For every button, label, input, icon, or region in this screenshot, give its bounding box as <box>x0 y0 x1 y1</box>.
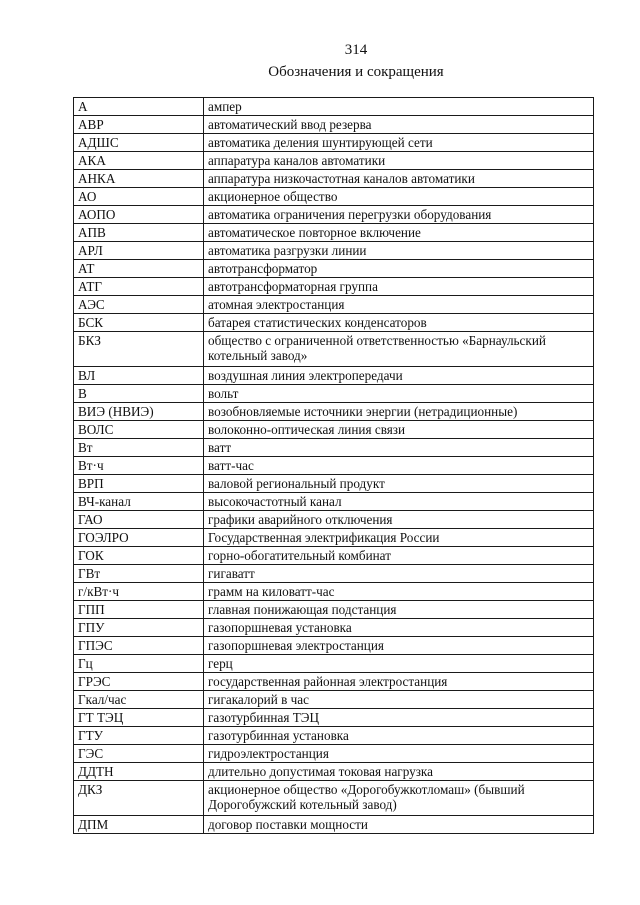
meaning-cell: автотрансформаторная группа <box>204 278 594 296</box>
table-row <box>74 727 594 745</box>
abbreviation-cell: ГАО <box>74 511 204 529</box>
abbreviation-cell: ДПМ <box>74 816 204 834</box>
abbreviation-cell: ГПЭС <box>74 637 204 655</box>
abbreviations-table-body <box>74 98 594 834</box>
table-row <box>74 134 594 152</box>
table-row <box>74 457 594 475</box>
abbreviation-cell: ГТУ <box>74 727 204 745</box>
meaning-cell: высокочастотный канал <box>204 493 594 511</box>
abbreviation-cell: ГВт <box>74 565 204 583</box>
table-row <box>74 781 594 816</box>
abbreviation-cell: АЭС <box>74 296 204 314</box>
table-row <box>74 224 594 242</box>
abbreviation-cell: Вт <box>74 439 204 457</box>
table-row <box>74 385 594 403</box>
meaning-cell: ватт <box>204 439 594 457</box>
abbreviation-cell: ГОК <box>74 547 204 565</box>
meaning-cell: аппаратура низкочастотная каналов автоматики <box>204 170 594 188</box>
meaning-cell: акционерное общество «Дорогобужкотломаш» (бывший Дорогобужский котельный завод) <box>204 781 594 816</box>
meaning-cell: общество с ограниченной ответственностью «Барнаульский котельный завод» <box>204 332 594 367</box>
meaning-cell: газотурбинная ТЭЦ <box>204 709 594 727</box>
meaning-cell: атомная электростанция <box>204 296 594 314</box>
meaning-cell: гигакалорий в час <box>204 691 594 709</box>
meaning-cell: гидроэлектростанция <box>204 745 594 763</box>
abbreviation-cell: Гкал/час <box>74 691 204 709</box>
meaning-cell: автоматика деления шунтирующей сети <box>204 134 594 152</box>
page-title: Обозначения и сокращения <box>268 64 444 80</box>
meaning-cell: газопоршневая установка <box>204 619 594 637</box>
meaning-cell: автоматика разгрузки линии <box>204 242 594 260</box>
table-row <box>74 439 594 457</box>
table-row <box>74 188 594 206</box>
table-row <box>74 709 594 727</box>
abbreviation-cell: ГОЭЛРО <box>74 529 204 547</box>
meaning-cell: ампер <box>204 98 594 116</box>
abbreviation-cell: БКЗ <box>74 332 204 367</box>
abbreviation-cell: ДДТН <box>74 763 204 781</box>
table-row <box>74 170 594 188</box>
table-row <box>74 152 594 170</box>
table-row <box>74 332 594 367</box>
abbreviation-cell: г/кВт·ч <box>74 583 204 601</box>
meaning-cell: газопоршневая электростанция <box>204 637 594 655</box>
meaning-cell: воздушная линия электропередачи <box>204 367 594 385</box>
table-row <box>74 296 594 314</box>
table-row <box>74 475 594 493</box>
meaning-cell: графики аварийного отключения <box>204 511 594 529</box>
meaning-cell: договор поставки мощности <box>204 816 594 834</box>
table-row <box>74 242 594 260</box>
meaning-cell: главная понижающая подстанция <box>204 601 594 619</box>
table-row <box>74 745 594 763</box>
meaning-cell: автоматика ограничения перегрузки оборудования <box>204 206 594 224</box>
table-row <box>74 529 594 547</box>
table-row <box>74 691 594 709</box>
abbreviation-cell: Вт·ч <box>74 457 204 475</box>
abbreviation-cell: АДШС <box>74 134 204 152</box>
meaning-cell: автоматический ввод резерва <box>204 116 594 134</box>
abbreviation-cell: ГРЭС <box>74 673 204 691</box>
table-row <box>74 314 594 332</box>
abbreviation-cell: Гц <box>74 655 204 673</box>
table-row <box>74 763 594 781</box>
table-row <box>74 601 594 619</box>
table-row <box>74 367 594 385</box>
table-row <box>74 403 594 421</box>
abbreviation-cell: АНКА <box>74 170 204 188</box>
table-row <box>74 260 594 278</box>
table-row <box>74 619 594 637</box>
abbreviation-cell: ГЭС <box>74 745 204 763</box>
abbreviation-cell: АКА <box>74 152 204 170</box>
meaning-cell: газотурбинная установка <box>204 727 594 745</box>
meaning-cell: ватт-час <box>204 457 594 475</box>
meaning-cell: валовой региональный продукт <box>204 475 594 493</box>
abbreviations-table <box>73 97 594 834</box>
table-row <box>74 673 594 691</box>
abbreviation-cell: АОПО <box>74 206 204 224</box>
page-number: 314 <box>344 42 368 58</box>
table-row <box>74 421 594 439</box>
meaning-cell: вольт <box>204 385 594 403</box>
abbreviation-cell: БСК <box>74 314 204 332</box>
abbreviation-cell: ВЛ <box>74 367 204 385</box>
table-row <box>74 206 594 224</box>
table-row <box>74 583 594 601</box>
abbreviation-cell: ГПП <box>74 601 204 619</box>
meaning-cell: аппаратура каналов автоматики <box>204 152 594 170</box>
table-row <box>74 637 594 655</box>
meaning-cell: гигаватт <box>204 565 594 583</box>
abbreviation-cell: ГТ ТЭЦ <box>74 709 204 727</box>
abbreviation-cell: А <box>74 98 204 116</box>
abbreviation-cell: АРЛ <box>74 242 204 260</box>
abbreviation-cell: ГПУ <box>74 619 204 637</box>
meaning-cell: акционерное общество <box>204 188 594 206</box>
table-row <box>74 655 594 673</box>
meaning-cell: грамм на киловатт-час <box>204 583 594 601</box>
abbreviation-cell: ВИЭ (НВИЭ) <box>74 403 204 421</box>
meaning-cell: горно-обогатительный комбинат <box>204 547 594 565</box>
abbreviation-cell: В <box>74 385 204 403</box>
abbreviation-cell: АВР <box>74 116 204 134</box>
table-row <box>74 98 594 116</box>
table-row <box>74 511 594 529</box>
meaning-cell: батарея статистических конденсаторов <box>204 314 594 332</box>
abbreviation-cell: АО <box>74 188 204 206</box>
meaning-cell: государственная районная электростанция <box>204 673 594 691</box>
meaning-cell: Государственная электрификация России <box>204 529 594 547</box>
abbreviation-cell: ВРП <box>74 475 204 493</box>
abbreviation-cell: ВОЛС <box>74 421 204 439</box>
table-row <box>74 816 594 834</box>
table-row <box>74 547 594 565</box>
abbreviation-cell: ВЧ-канал <box>74 493 204 511</box>
abbreviation-cell: АПВ <box>74 224 204 242</box>
table-row <box>74 116 594 134</box>
meaning-cell: возобновляемые источники энергии (нетрадиционные) <box>204 403 594 421</box>
abbreviation-cell: ДКЗ <box>74 781 204 816</box>
meaning-cell: автоматическое повторное включение <box>204 224 594 242</box>
abbreviation-cell: АТ <box>74 260 204 278</box>
meaning-cell: герц <box>204 655 594 673</box>
table-row <box>74 565 594 583</box>
abbreviation-cell: АТГ <box>74 278 204 296</box>
meaning-cell: волоконно-оптическая линия связи <box>204 421 594 439</box>
meaning-cell: автотрансформатор <box>204 260 594 278</box>
table-row <box>74 493 594 511</box>
table-row <box>74 278 594 296</box>
meaning-cell: длительно допустимая токовая нагрузка <box>204 763 594 781</box>
